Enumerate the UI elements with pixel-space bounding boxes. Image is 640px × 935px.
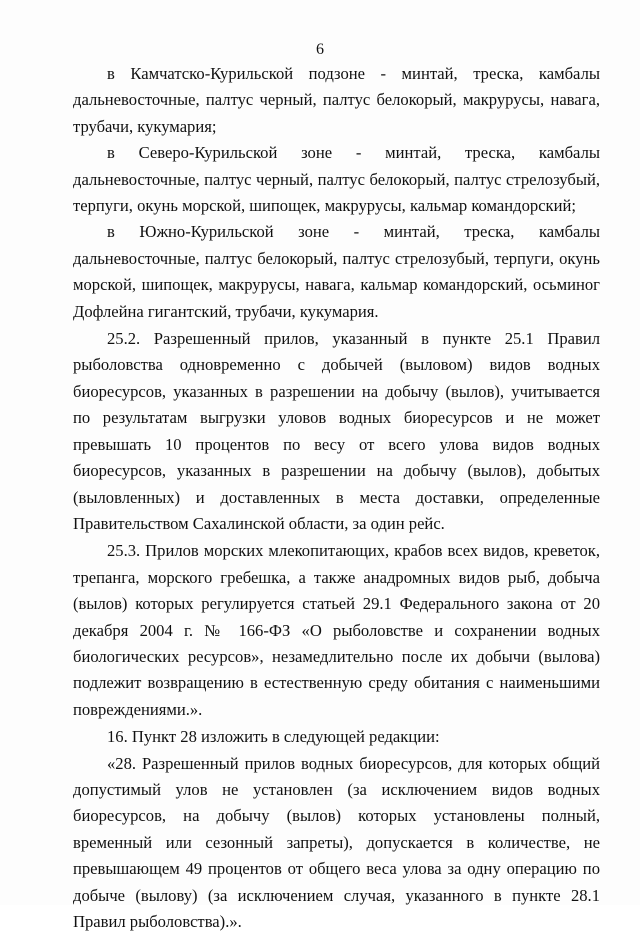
document-body <box>73 61 600 935</box>
paragraph-clause-25-2: 25.2. Разрешенный прилов, указанный в пункте 25.1 Правил рыболовства одновременно с добычей (выловом) видов водных биоресурсов, указанных в разрешении на добычу (вылов), учитывается по результатам выгрузки уловов водных биоресурсов и не может превышать 10 процентов по весу от всего улова видов водных биоресурсов, указанных в разрешении на добычу (вылов), добытых (выловленных) и доставленных в места доставки, определенные Правительством Сахалинской области, за один рейс. <box>73 329 600 533</box>
paragraph-item-16: 16. Пункт 28 изложить в следующей редакции: <box>107 727 440 747</box>
paragraph-kamchatka-kuril-subzone: в Камчатско-Курильской подзоне - минтай, треска, камбалы дальневосточные, палтус черный, палтус белокорый, макрурусы, навага, трубачи, кукумария; <box>73 64 600 136</box>
page-number: 6 <box>316 41 324 58</box>
paragraph-south-kuril-zone: в Южно-Курильской зоне - минтай, треска, камбалы дальневосточные, палтус белокорый, палтус стрелозубый, терпуги, окунь морской, шипощек, макрурусы, навага, кальмар командорский, осьминог Дофлейна гигантский, трубачи, кукумария. <box>73 222 600 321</box>
paragraph-clause-28: «28. Разрешенный прилов водных биоресурсов, для которых общий допустимый улов не установлен (за исключением видов водных биоресурсов, на добычу (вылов) которых установлены полный, временный или сезонный запреты), допускается в количестве, не превышающем 49 процентов от общего веса улова за одну операцию по добыче (вылову) (за исключением случая, указанного в пункте 28.1 Правил рыболовства).». <box>73 753 600 931</box>
paragraph-north-kuril-zone: в Северо-Курильской зоне - минтай, треска, камбалы дальневосточные, палтус черный, палтус белокорый, палтус стрелозубый, терпуги, окунь морской, шипощек, макрурусы, кальмар командорский; <box>73 143 600 216</box>
paragraph-clause-25-3: 25.3. Прилов морских млекопитающих, крабов всех видов, креветок, трепанга, морского гребешка, а также анадромных видов рыб, добыча (вылов) которых регулируется статьей 29.1 Федерального закона от 20 декабря 2004 г. № 166-ФЗ «О рыболовстве и сохранении водных биологических ресурсов», незамедлительно после их добычи (вылова) подлежит возвращению в естественную среду обитания с наименьшими повреждениями.». <box>73 541 600 719</box>
